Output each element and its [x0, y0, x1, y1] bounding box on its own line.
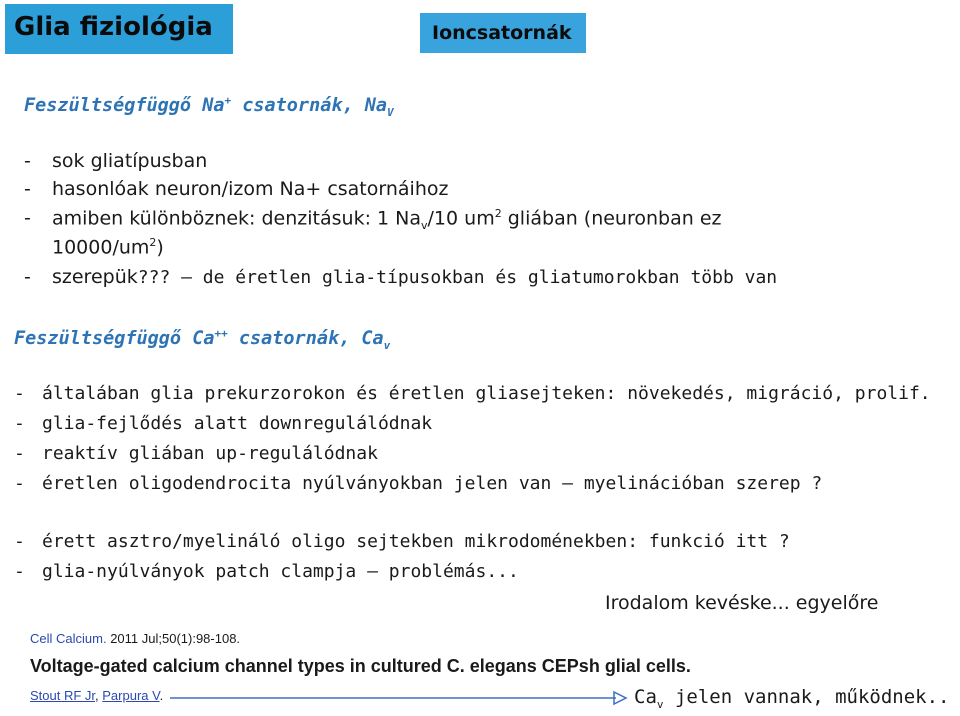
topic-tag: Ioncsatornák: [432, 22, 572, 44]
list-item: - sok gliatípusban: [24, 150, 208, 172]
arrow-right-icon: [168, 690, 628, 706]
journal-link[interactable]: Cell Calcium.: [30, 631, 107, 646]
conclusion-text: $Ca_v$ jelen vannak, működnek..: [634, 686, 950, 711]
list-item: - érett asztro/myelináló oligo sejtekben mikrodoménekben: funkció itt ?: [14, 531, 790, 552]
list-item: - glia-fejlődés alatt downregulálódnak: [14, 413, 433, 434]
list-item: - reaktív gliában up-regulálódnak: [14, 443, 378, 464]
page-title: Glia fiziológia: [14, 12, 213, 42]
author-link[interactable]: Parpura V: [102, 688, 160, 703]
list-item: - szerepük??? – de éretlen glia-típusokban és gliatumorokban több van: [24, 266, 778, 288]
citation-title: Voltage-gated calcium channel types in cultured C. elegans CEPsh glial cells.: [30, 656, 691, 676]
literature-note: Irodalom kevéske... egyelőre: [605, 592, 879, 614]
list-item: - glia-nyúlványok patch clampja – problémás...: [14, 561, 519, 582]
list-item: - amiben különböznek: denzitásuk: 1 $Na_v/10$ $um^2$ gliában (neuronban ez: [24, 207, 722, 233]
section2-heading: Feszültségfüggő Ca++ csatornák, $Ca_v$: [14, 327, 391, 352]
list-item-continuation: $10000/um^2$): [52, 236, 164, 259]
list-item: - általában glia prekurzorokon és éretlen gliasejteken: növekedés, migráció, prolif.: [14, 383, 931, 404]
list-item: - hasonlóak neuron/izom Na+ csatornáihoz: [24, 178, 449, 200]
list-item: - éretlen oligodendrocita nyúlványokban jelen van – myelinációban szerep ?: [14, 473, 823, 494]
citation-authors: Stout RF Jr, Parpura V.: [30, 688, 164, 703]
section1-heading: Feszültségfüggő Na+ csatornák, $Na_V$: [24, 94, 394, 119]
citation-source: Cell Calcium. 2011 Jul;50(1):98-108.: [30, 631, 241, 646]
author-link[interactable]: Stout RF Jr: [30, 688, 96, 703]
